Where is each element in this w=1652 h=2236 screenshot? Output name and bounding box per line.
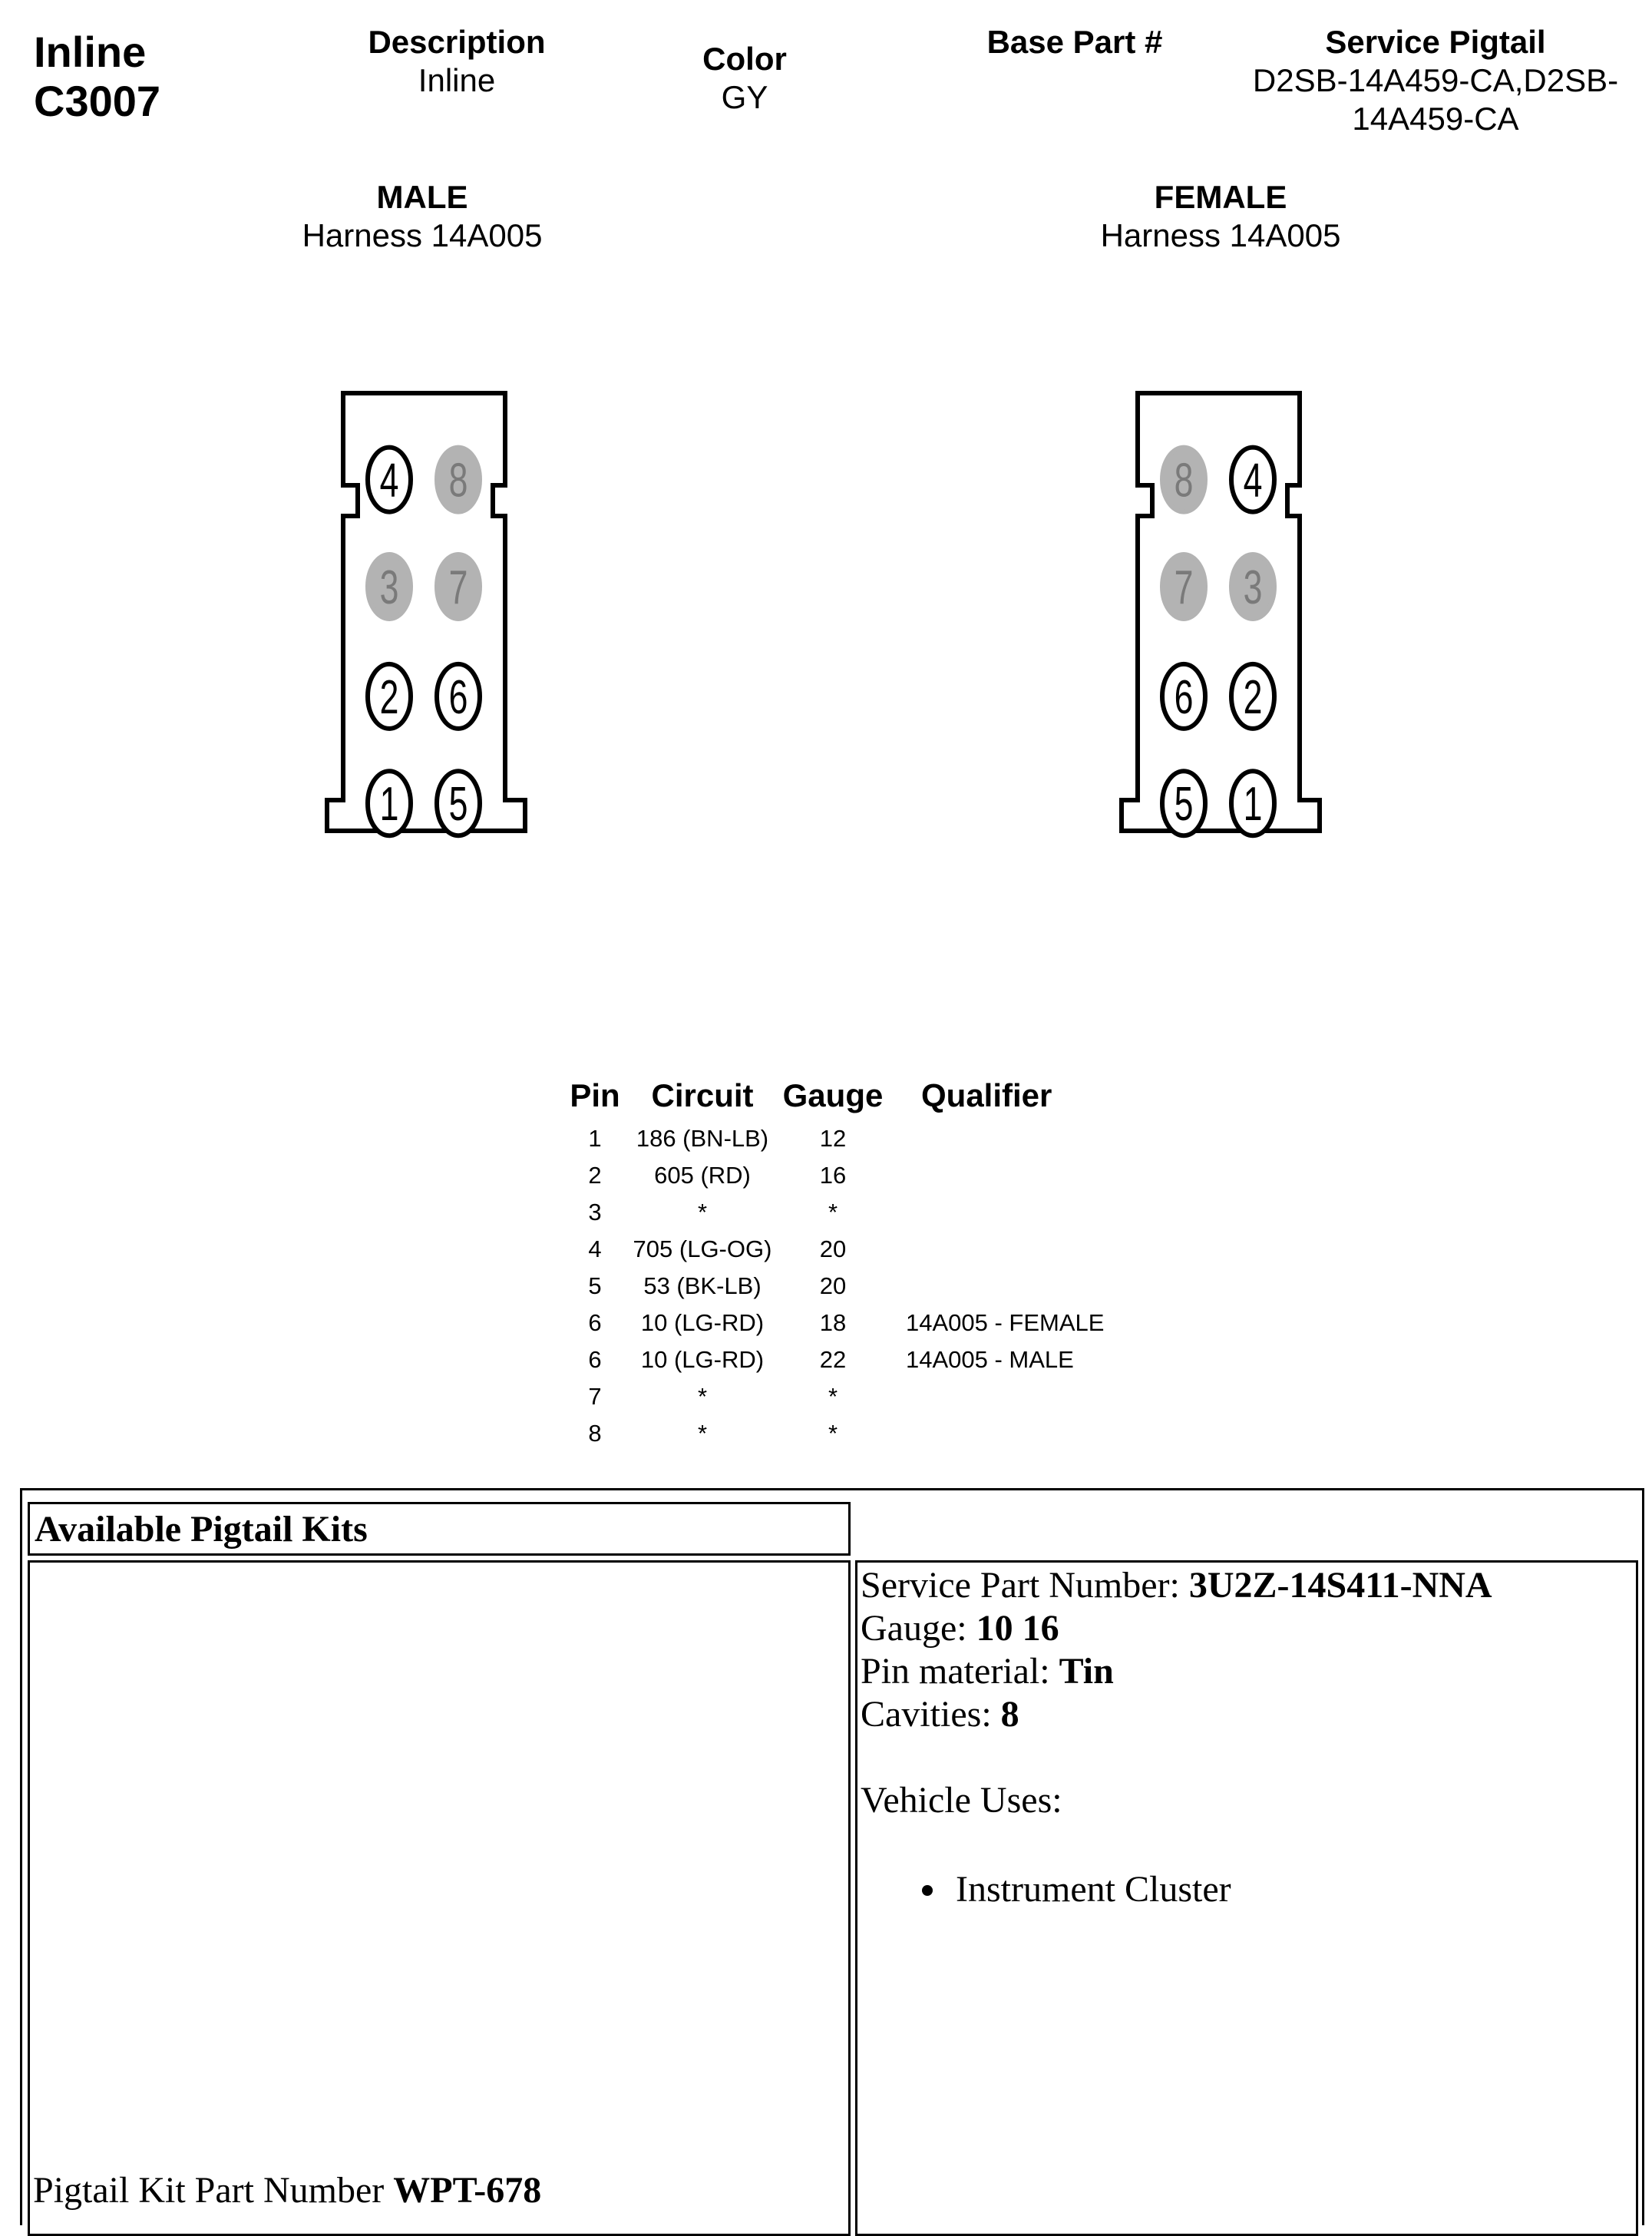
service-pigtail-line2: 14A459-CA <box>1352 101 1519 137</box>
male-pin-number: 7 <box>448 561 468 614</box>
gauge-cell: * <box>828 1199 838 1226</box>
circuit-cell: 705 (LG-OG) <box>633 1235 772 1262</box>
pin-cell: 4 <box>588 1235 602 1262</box>
female-harness: Harness 14A005 <box>1100 217 1341 253</box>
pin-header: Pin <box>570 1077 620 1113</box>
description-column <box>330 23 583 100</box>
female-pin-number: 2 <box>1243 670 1263 724</box>
pin-cell: 1 <box>588 1125 602 1152</box>
bullet-icon <box>922 1885 933 1896</box>
pin-material-row <box>861 1650 1636 1693</box>
male-pin-number: 3 <box>379 561 399 614</box>
pigtail-image-cell <box>28 1560 851 2236</box>
female-heading <box>1052 178 1389 255</box>
cavities-row <box>861 1693 1636 1736</box>
base-part-label: Base Part # <box>986 24 1163 60</box>
female-label: FEMALE <box>1154 179 1287 215</box>
vehicle-use-text: Instrument Cluster <box>956 1869 1231 1910</box>
gauge-cell: 20 <box>819 1235 847 1262</box>
pin-cell: 7 <box>588 1383 602 1410</box>
gauge-cell: 20 <box>819 1272 847 1299</box>
table-row <box>560 1341 1167 1378</box>
male-harness: Harness 14A005 <box>302 217 543 253</box>
female-pin-number: 8 <box>1174 454 1194 508</box>
service-part-label: Service Part Number: <box>861 1565 1189 1606</box>
qualifier-cell: 14A005 - FEMALE <box>906 1309 1105 1336</box>
male-pin-number: 6 <box>448 670 468 724</box>
service-part-value: 3U2Z-14S411-NNA <box>1188 1565 1492 1606</box>
pin-cell: 5 <box>588 1272 602 1299</box>
female-connector-diagram <box>1109 384 1340 845</box>
male-connector-diagram <box>315 384 545 845</box>
table-row <box>560 1194 1167 1231</box>
male-heading <box>253 178 591 255</box>
female-connector-outline <box>1122 393 1320 831</box>
gauge-cell: 16 <box>819 1162 847 1189</box>
female-pin-number: 1 <box>1243 778 1263 832</box>
circuit-cell: 10 (LG-RD) <box>640 1346 765 1373</box>
gauge-cell: * <box>828 1420 838 1447</box>
pigtail-details-cell <box>855 1560 1638 2236</box>
female-pin-number: 6 <box>1174 670 1194 724</box>
qualifier-cell <box>890 1231 1167 1268</box>
pin-cell: 3 <box>588 1199 602 1226</box>
gauge-header: Gauge <box>782 1077 884 1113</box>
gauge-cell: 22 <box>819 1346 847 1373</box>
description-value: Inline <box>418 62 496 98</box>
male-label: MALE <box>376 179 468 215</box>
pin-table <box>560 1071 1167 1452</box>
female-pin-number: 5 <box>1174 778 1194 832</box>
male-pin-number: 8 <box>448 454 468 508</box>
gauge-cell: 18 <box>819 1309 847 1336</box>
circuit-cell: 605 (RD) <box>654 1162 751 1189</box>
gauge-value: 10 16 <box>976 1608 1059 1649</box>
kit-part-number <box>33 2169 541 2212</box>
cavities-label: Cavities: <box>861 1694 1001 1735</box>
qualifier-cell <box>890 1157 1167 1194</box>
service-pigtail-column <box>1228 23 1643 138</box>
circuit-cell: * <box>697 1420 708 1447</box>
pin-cell: 6 <box>588 1346 602 1373</box>
gauge-cell: 12 <box>819 1125 847 1152</box>
pigtail-kits-title <box>28 1502 851 1556</box>
table-row <box>560 1231 1167 1268</box>
pin-cell: 8 <box>588 1420 602 1447</box>
pin-table-header <box>560 1071 1167 1120</box>
vehicle-uses-list <box>956 1868 1636 1911</box>
table-row <box>560 1378 1167 1415</box>
qualifier-cell <box>890 1415 1167 1452</box>
pin-cell: 2 <box>588 1162 602 1189</box>
pin-cell: 6 <box>588 1309 602 1336</box>
kit-part-label: Pigtail Kit Part Number <box>33 2170 394 2211</box>
table-row <box>560 1120 1167 1157</box>
qualifier-cell <box>890 1194 1167 1231</box>
base-part-column <box>914 23 1236 61</box>
circuit-cell: 10 (LG-RD) <box>640 1309 765 1336</box>
male-pin-number: 4 <box>379 454 399 508</box>
male-connector-outline <box>327 393 525 831</box>
description-label: Description <box>368 24 546 60</box>
table-row <box>560 1415 1167 1452</box>
circuit-cell: 186 (BN-LB) <box>636 1125 769 1152</box>
gauge-label: Gauge: <box>861 1608 976 1649</box>
connector-id: C3007 <box>34 77 161 125</box>
cavities-value: 8 <box>1000 1694 1019 1735</box>
circuit-cell: * <box>697 1383 708 1410</box>
qualifier-cell <box>890 1120 1167 1157</box>
color-label: Color <box>702 41 787 77</box>
female-pin-number: 7 <box>1174 561 1194 614</box>
connector-type: Inline <box>34 28 147 76</box>
table-row <box>560 1268 1167 1305</box>
table-row <box>560 1157 1167 1194</box>
color-column <box>660 40 829 117</box>
female-pin-number: 3 <box>1243 561 1263 614</box>
table-row <box>560 1305 1167 1341</box>
pin-material-value: Tin <box>1059 1651 1114 1692</box>
kit-part-value: WPT-678 <box>393 2170 542 2211</box>
service-pigtail-label: Service Pigtail <box>1325 24 1546 60</box>
circuit-cell: 53 (BK-LB) <box>643 1272 762 1299</box>
male-pin-number: 1 <box>379 778 399 832</box>
qualifier-cell <box>890 1268 1167 1305</box>
male-pin-number: 2 <box>379 670 399 724</box>
service-part-number <box>861 1564 1636 1607</box>
pin-material-label: Pin material: <box>861 1651 1059 1692</box>
qualifier-header: Qualifier <box>921 1077 1052 1113</box>
circuit-header: Circuit <box>651 1077 754 1113</box>
service-pigtail-line1: D2SB-14A459-CA,D2SB- <box>1252 62 1619 98</box>
qualifier-cell <box>890 1378 1167 1415</box>
color-value: GY <box>721 79 768 115</box>
pigtail-kits-title-text: Available Pigtail Kits <box>35 1509 368 1550</box>
female-pin-number: 4 <box>1243 454 1263 508</box>
male-pin-number: 5 <box>448 778 468 832</box>
circuit-cell: * <box>697 1199 708 1226</box>
vehicle-uses-label: Vehicle Uses: <box>861 1780 1062 1821</box>
gauge-row <box>861 1607 1636 1650</box>
connector-title <box>34 28 160 126</box>
vehicle-use-item <box>956 1868 1636 1911</box>
qualifier-cell: 14A005 - MALE <box>906 1346 1074 1373</box>
gauge-cell: * <box>828 1383 838 1410</box>
